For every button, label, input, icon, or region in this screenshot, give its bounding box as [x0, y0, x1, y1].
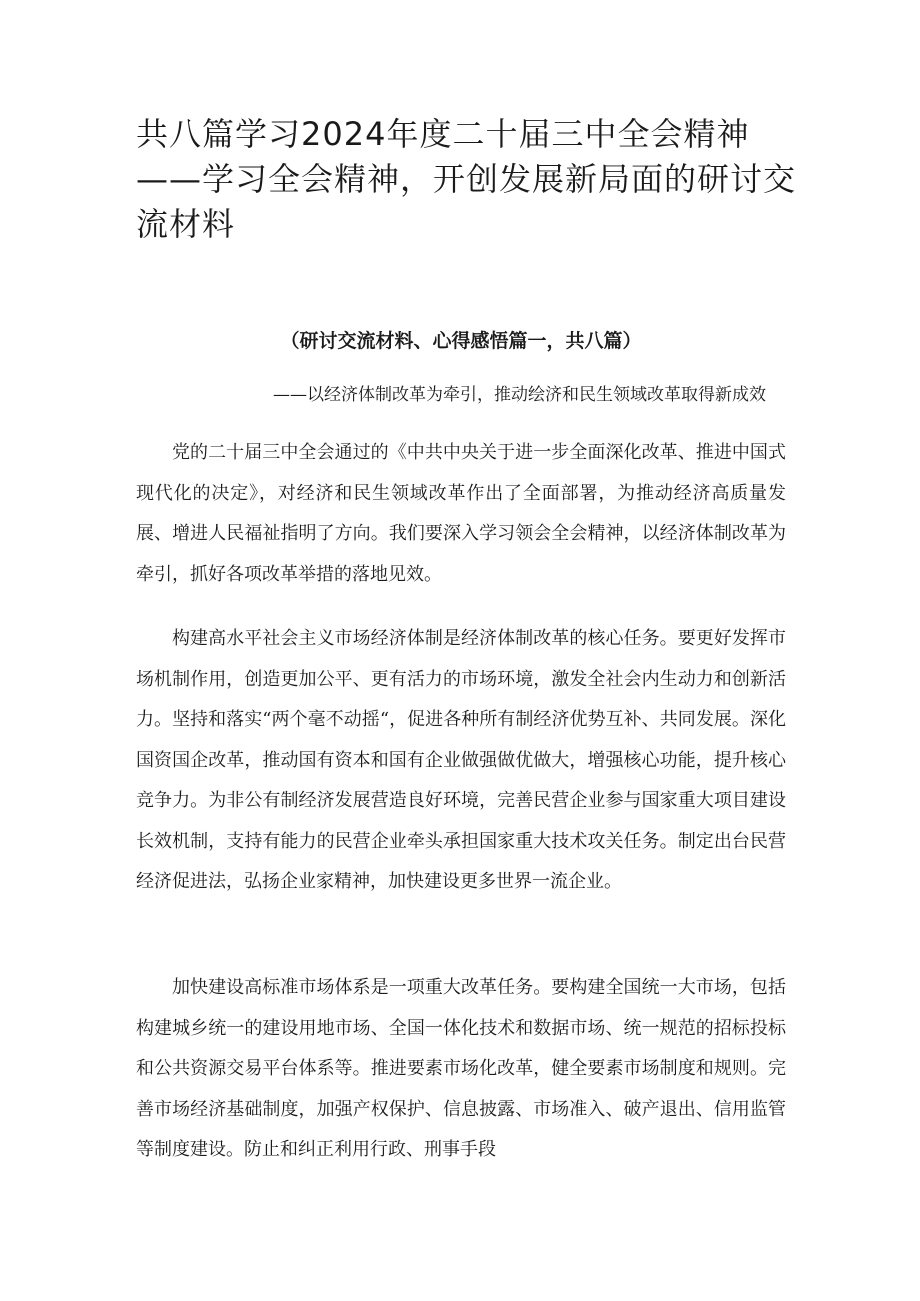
body-paragraph: 加快建设高标准市场体系是一项重大改革任务。要构建全国统一大市场，包括构建城乡统一的建设用地市场、全国一体化技术和数据市场、统一规范的招标投标和公共资源交易平台体系等。推进要素市场化改革，健全要素市场制度和规则。完善市场经济基础制度，加强产权保护、信息披露、市场准入、破产退出、信用监管等制度建设。防止和纠正利用行政、刑事手段 — [136, 977, 786, 1160]
document-subheading: ——以经济体制改革为牵引，推动绘济和民生领域改革取得新成效 — [273, 385, 766, 405]
body-paragraph: 党的二十届三中全会通过的《中共中央关于进一步全面深化改革、推进中国式现代化的决定》，对经济和民生领域改革作出了全面部署，为推动经济高质量发展、增进人民福祉指明了方向。我们要深入学习领会全会精神，以经济体制改革为牵引，抓好各项改革举措的落地见效。 — [136, 442, 786, 585]
document-title: 共八篇学习2024年度二十届三中全会精神——学习全会精神，开创发展新局面的研讨交流材料 — [136, 115, 797, 243]
body-paragraph: 构建高水平社会主义市场经济体制是经济体制改革的核心任务。要更好发挥市场机制作用，创造更加公平、更有活力的市场环境，激发全社会内生动力和创新活力。坚持和落实“两个毫不动摇“，促进各种所有制经济优势互补、共同发展。深化国资国企改革，推动国有资本和国有企业做强做优做大，增强核心功能，提升核心竞争力。为非公有制经济发展营造良好环境，完善民营企业参与国家重大项目建设长效机制，支持有能力的民营企业牵头承担国家重大技术攻关任务。制定出台民营经济促进法，弘扬企业家精神，加快建设更多世界一流企业。 — [136, 628, 786, 892]
document-subtitle: （研讨交流材料、心得感悟篇一，共八篇） — [280, 330, 642, 352]
